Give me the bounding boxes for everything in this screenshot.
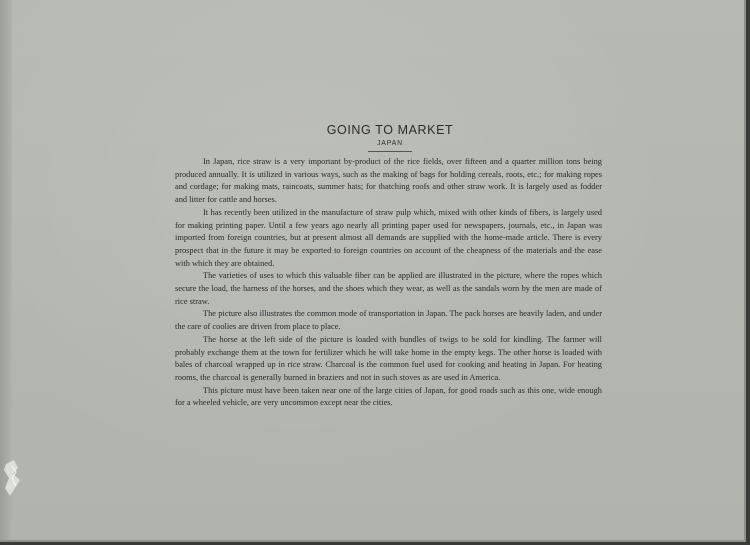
- title-rule: [368, 151, 412, 152]
- paragraph-2: It has recently been utilized in the manufacture of straw pulp which, mixed with other kinds of fibers, is largely used for making printing paper. Until a few years ago nearly all printing paper used for newspapers, journals, etc., in Japan was imported from foreign countries, but at present almost all demands are supplied with the home-made article. There is every prospect that in the future it may be exported to foreign countries on account of the cheapness of the materials and the ease with which they are obtained.: [175, 207, 602, 268]
- paragraph-4: The picture also illustrates the common mode of transportation in Japan. The pack horses are heavily laden, and under the care of coolies are driven from place to place.: [175, 309, 602, 332]
- document-subtitle: JAPAN: [376, 140, 404, 147]
- paragraph-6: This picture must have been taken near one of the large cities of Japan, for good roads such as this one, wide enough for a wheeled vehicle, are very uncommon except near the cities.: [175, 385, 602, 408]
- paragraph-3: The varieties of uses to which this valuable fiber can be applied are illustrated in the picture, where the ropes which secure the load, the harness of the horses, and the shoes which they wear, as well as the sandals worn by the men are made of rice straw.: [175, 271, 602, 306]
- paper-tear-mark: [4, 460, 24, 496]
- paragraph-1: In Japan, rice straw is a very important by-product of the rice fields, over fifteen and a quarter million tons being produced annually. It is utilized in various ways, such as the making of bags for holding cereals, roots, etc.; for making ropes and cordage; for making mats, raincoats, summer hats; for thatching roofs and other straw work. It is largely used as fodder and litter for cattle and horses.: [175, 157, 602, 205]
- document-title: GOING TO MARKET: [326, 123, 454, 137]
- paragraph-5: The horse at the left side of the picture is loaded with bundles of twigs to be sold for kindling. The farmer will probably exchange them at the town for fertilizer which he will take home in the empty kegs. The other horse is loaded with bales of charcoal wrapped up in rice straw. Charcoal is the common fuel used for cooking and heating in Japan. For heating rooms, the charcoal is generally burned in braziers and not in such stoves as are used in America.: [175, 334, 602, 382]
- page-left-edge: [0, 0, 12, 540]
- document-body: [175, 156, 602, 410]
